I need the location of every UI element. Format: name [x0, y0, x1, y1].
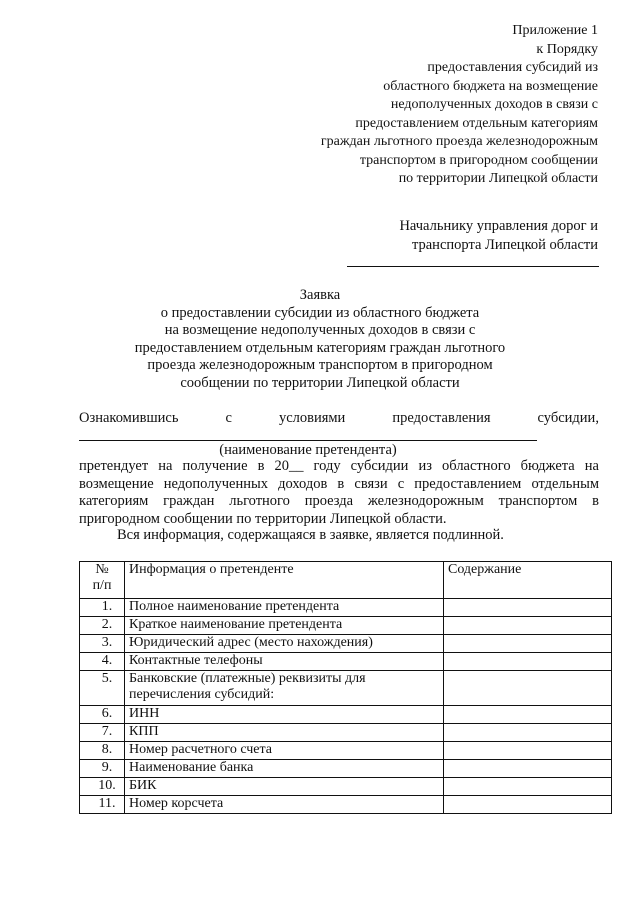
appendix-header — [321, 22, 598, 189]
row-num: 5. — [80, 671, 125, 706]
header-num: № п/п — [80, 562, 125, 599]
table-row — [80, 778, 612, 796]
table-row — [80, 599, 612, 617]
row-num: 11. — [80, 796, 125, 814]
appendix-line: транспортом в пригородном сообщении — [359, 152, 598, 168]
row-num: 3. — [80, 635, 125, 653]
title-line: о предоставлении субсидии из областного бюджета — [160, 304, 480, 321]
intro-line — [79, 410, 599, 427]
applicant-info-table — [79, 561, 612, 814]
table-row — [80, 796, 612, 814]
row-label: Наименование банка — [125, 760, 444, 778]
row-num: 9. — [80, 760, 125, 778]
row-label: Номер расчетного счета — [125, 742, 444, 760]
row-label: Номер корсчета — [125, 796, 444, 814]
row-content-cell[interactable] — [444, 796, 612, 814]
header-content: Содержание — [444, 562, 612, 599]
row-content-cell[interactable] — [444, 617, 612, 635]
table-header-row — [80, 562, 612, 599]
appendix-line: недополученных доходов в связи с — [390, 97, 598, 112]
paragraph-line: претендует на получение в 20__ году субсидии из областного бюджета на — [79, 458, 599, 474]
intro-word: предоставления — [392, 410, 491, 426]
intro-word: с — [225, 410, 232, 426]
header-info: Информация о претенденте — [125, 562, 444, 599]
title-heading: Заявка — [299, 287, 341, 303]
table-row — [80, 671, 612, 706]
row-content-cell[interactable] — [444, 653, 612, 671]
row-label: ИНН — [125, 706, 444, 724]
document-title — [90, 287, 550, 392]
appendix-line: областного бюджета на возмещение — [383, 78, 598, 94]
title-line: сообщении по территории Липецкой области — [180, 374, 460, 391]
row-num: 2. — [80, 617, 125, 635]
intro-word: субсидии, — [537, 410, 599, 426]
row-num: 4. — [80, 653, 125, 671]
appendix-line: предоставления субсидий из — [427, 60, 598, 75]
applicant-name-field[interactable] — [79, 440, 537, 441]
row-label: Краткое наименование претендента — [125, 617, 444, 635]
paragraph-line: возмещение недополученных доходов в связи с предоставлением отдельным — [79, 475, 599, 492]
intro-word: Ознакомившись — [79, 410, 179, 426]
table-row — [80, 706, 612, 724]
row-label: БИК — [125, 778, 444, 796]
appendix-line: по территории Липецкой области — [398, 171, 598, 186]
applicant-name-caption: (наименование претендента) — [219, 442, 397, 458]
row-content-cell[interactable] — [444, 760, 612, 778]
table-row — [80, 617, 612, 635]
row-content-cell[interactable] — [444, 599, 612, 617]
addressee-signature-line — [347, 266, 599, 267]
row-label: Юридический адрес (место нахождения) — [125, 635, 444, 653]
addressee-line: транспорта Липецкой области — [411, 237, 598, 253]
row-num: 1. — [80, 599, 125, 617]
title-line: проезда железнодорожным транспортом в пригородном — [147, 357, 493, 373]
row-content-cell[interactable] — [444, 706, 612, 724]
addressee-line: Начальнику управления дорог и — [399, 218, 598, 234]
truth-statement: Вся информация, содержащаяся в заявке, является подлинной. — [117, 527, 504, 543]
row-num: 8. — [80, 742, 125, 760]
row-label: КПП — [125, 724, 444, 742]
row-content-cell[interactable] — [444, 724, 612, 742]
paragraph-line: категориям граждан льготного проезда железнодорожным транспортом в — [79, 493, 599, 510]
addressee-block — [399, 217, 598, 255]
intro-word: условиями — [278, 410, 346, 426]
row-label: Контактные телефоны — [125, 653, 444, 671]
appendix-line: граждан льготного проезда железнодорожным — [320, 134, 598, 149]
row-content-cell[interactable] — [444, 635, 612, 653]
table-row — [80, 653, 612, 671]
paragraph-line: пригородном сообщении по территории Липецкой области. — [79, 510, 447, 527]
title-line: на возмещение недополученных доходов в связи с — [164, 322, 476, 338]
appendix-line: предоставлением отдельным категориям — [355, 115, 598, 131]
row-content-cell[interactable] — [444, 742, 612, 760]
appendix-line: Приложение 1 — [512, 23, 598, 38]
table-row — [80, 724, 612, 742]
table-row — [80, 742, 612, 760]
row-content-cell[interactable] — [444, 778, 612, 796]
row-label: Банковские (платежные) реквизиты для перечисления субсидий: — [125, 671, 444, 706]
row-label: Полное наименование претендента — [125, 599, 444, 617]
row-num: 10. — [80, 778, 125, 796]
row-content-cell[interactable] — [444, 671, 612, 706]
row-num: 6. — [80, 706, 125, 724]
table-row — [80, 635, 612, 653]
row-num: 7. — [80, 724, 125, 742]
title-line: предоставлением отдельным категориям граждан льготного — [134, 339, 506, 356]
table-row — [80, 760, 612, 778]
appendix-line: к Порядку — [536, 41, 598, 57]
body-paragraph — [79, 458, 599, 528]
